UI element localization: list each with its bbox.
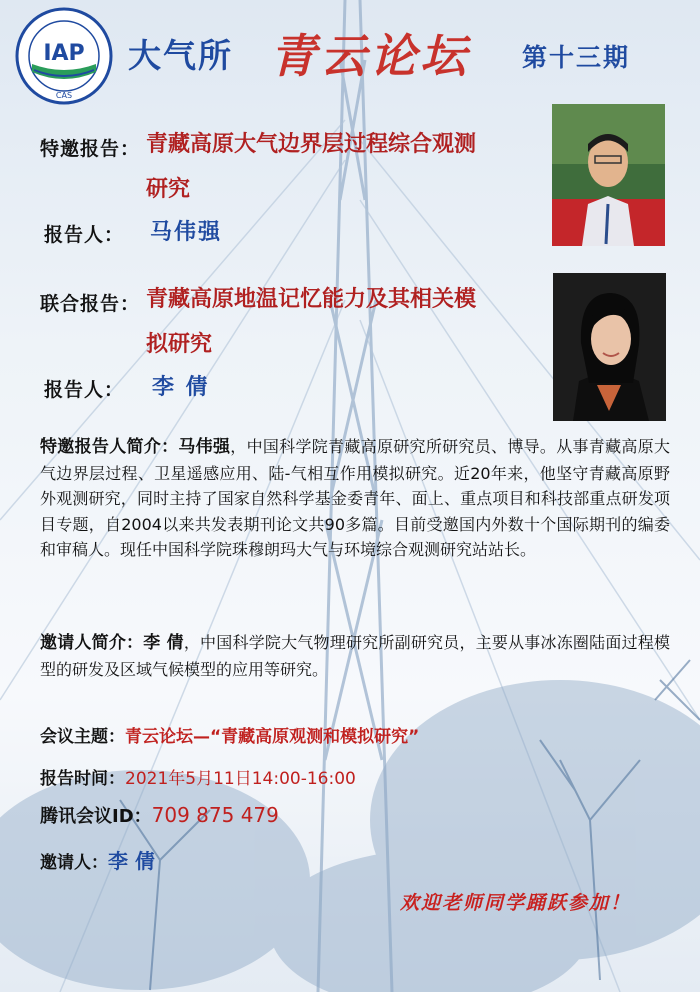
meeting-id-row (40, 802, 279, 828)
meeting-host-label: 邀请人： (40, 853, 108, 873)
talk2-label: 联合报告： (40, 293, 141, 315)
talk1-label: 特邀报告： (40, 138, 141, 160)
svg-text:CAS: CAS (55, 91, 73, 100)
talk1-speaker: 马伟强 (150, 220, 223, 245)
meeting-host: 李 倩 (108, 849, 155, 873)
meeting-theme-row (40, 722, 419, 747)
meeting-id-label: 腾讯会议ID： (40, 806, 152, 827)
issue-number: 第十三期 (522, 43, 631, 72)
talk1-speaker-label: 报告人： (44, 224, 125, 246)
speaker2-photo (553, 273, 666, 421)
talk2-title-line1: 青藏高原地温记忆能力及其相关模 (146, 287, 477, 312)
meeting-time-label: 报告时间： (40, 769, 125, 789)
meeting-theme-label: 会议主题： (40, 727, 125, 747)
bio1-name: 马伟强 (178, 437, 231, 457)
meeting-time: 2021年5月11日14:00-16:00 (125, 769, 356, 789)
speaker1-photo (552, 104, 665, 246)
bio2-paragraph (40, 630, 670, 682)
meeting-id: 709 875 479 (151, 803, 279, 827)
bio1-paragraph (40, 434, 670, 563)
welcome-message: 欢迎老师同学踊跃参加！ (400, 892, 632, 914)
talk1-title-line2: 研究 (146, 177, 191, 202)
talk2-speaker: 李 倩 (152, 375, 210, 400)
forum-title: 青云论坛 (270, 29, 470, 83)
meeting-theme: 青云论坛—“青藏高原观测和模拟研究” (125, 727, 420, 747)
bio2-label: 邀请人简介： (40, 633, 144, 653)
iap-logo (14, 6, 114, 106)
bio1-label: 特邀报告人简介： (40, 437, 179, 457)
svg-text:IAP: IAP (43, 41, 85, 66)
talk2-title-line2: 拟研究 (146, 332, 213, 357)
talk1-title-line1: 青藏高原大气边界层过程综合观测 (146, 132, 477, 157)
bio1-text: ，中国科学院青藏高原研究所研究员、博导。从事青藏高原大气边界层过程、卫星遥感应用、陆-气相互作用模拟研究。近20年来，他坚守青藏高原野外观测研究，同时主持了国家自然科学基金委青年、面上、重点项目和科技部重点研发项目专题，自2004以来共发表期刊论文共90多篇。目前受邀国内外数十个国际期刊的编委和审稿人。现任中国科学院珠穆朗玛大气与环境综合观测研究站站长。 (40, 437, 670, 559)
institute-name: 大气所 (128, 36, 233, 75)
meeting-host-row (40, 845, 155, 874)
bio2-name: 李 倩 (143, 633, 184, 653)
meeting-time-row (40, 764, 356, 789)
talk2-speaker-label: 报告人： (44, 379, 125, 401)
bio2-text: ，中国科学院大气物理研究所副研究员，主要从事冰冻圈陆面过程模型的研发及区域气候模型的应用等研究。 (40, 633, 670, 679)
